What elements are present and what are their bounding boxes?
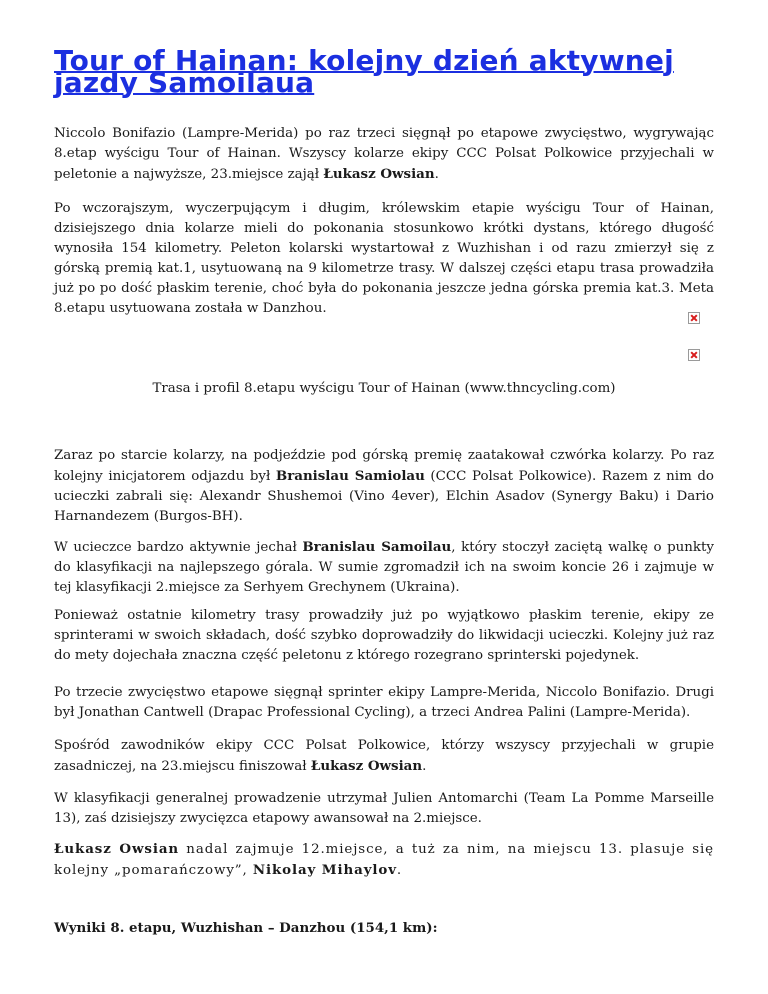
image-caption: Trasa i profil 8.etapu wyścigu Tour of Hainan (www.thncycling.com) bbox=[152, 381, 616, 396]
standings-text: nadal zajmuje 12.miejsce, a tuż za nim, na miejscu 13. plasuje się kolejny „pomarańczowy”, bbox=[54, 842, 714, 878]
rider-name: Branislau Samiolau bbox=[275, 468, 425, 484]
paragraph-breakaway bbox=[54, 446, 714, 527]
results-heading: Wyniki 8. etapu, Wuzhishan – Danzhou (154,1 km): bbox=[54, 920, 438, 936]
team-result-end: . bbox=[422, 759, 427, 774]
intro-text: Niccolo Bonifazio (Lampre-Merida) po raz trzeci sięgnął po etapowe zwycięstwo, wygrywając 8.etap wyścigu Tour of Hainan. Wszyscy kolarze ekipy CCC Polsat Polkowice przyjechali w peletonie a najwyższe, 23.miejsce zajął bbox=[54, 126, 714, 182]
paragraph-team-result bbox=[54, 736, 714, 777]
mountain-text-end: , który stoczył zaciętą walkę o punkty do klasyfikacji na najlepszego górala. W sumie zgromadził ich na swoim koncie 26 i zajmuje w tej klasyfikacji 2.miejsce za Serhyem Grechynem (Ukraina). bbox=[54, 540, 714, 595]
paragraph-sprint-finish: Ponieważ ostatnie kilometry trasy prowadziły już po wyjątkowo płaskim terenie, ekipy ze sprinterami w swoich składach, dość szybko doprowadziły do likwidacji ucieczki. Kolejny już raz do mety dojechała znaczna część peletonu z którego rozegrano sprinterski pojedynek. bbox=[54, 608, 714, 663]
team-result-text: Spośród zawodników ekipy CCC Polsat Polkowice, którzy wszyscy przyjechali w grupie zasadniczej, na 23.miejscu finiszował bbox=[54, 738, 714, 774]
article-title-link[interactable]: Tour of Hainan: kolejny dzień aktywnej jazdy Samoilaua bbox=[54, 44, 674, 99]
article-title bbox=[54, 44, 714, 99]
paragraph-intro bbox=[54, 124, 714, 185]
paragraph-stage-description: Po wczorajszym, wyczerpującym i długim, królewskim etapie wyścigu Tour of Hainan, dzisiejszego dnia kolarze mieli do pokonania stosunkowo krótki dystans, którego długość wynosiła 154 kilometry. Peleton kolarski wystartował z Wuzhishan i od razu zmierzył się z górską premią kat.1, usytuowaną na 9 kilometrze trasy. W dalszej części etapu trasa prowadziła już po po dość płaskim terenie, choć była do pokonania jeszcze jedna górska premia kat.3. Meta 8.etapu usytuowana została w Danzhou. bbox=[54, 201, 714, 316]
rider-name: Łukasz Owsian bbox=[323, 166, 435, 182]
paragraph-stage-winner: Po trzecie zwycięstwo etapowe sięgnął sprinter ekipy Lampre-Merida, Niccolo Bonifazio. Drugi był Jonathan Cantwell (Drapac Professional Cycling), a trzeci Andrea Palini (Lampre-Merida). bbox=[54, 685, 714, 720]
paragraph-standings bbox=[54, 839, 714, 881]
rider-name: Łukasz Owsian bbox=[54, 841, 180, 857]
standings-end: . bbox=[396, 863, 403, 878]
rider-name: Łukasz Owsian bbox=[310, 758, 423, 774]
rider-name: Nikolay Mihaylov bbox=[252, 862, 397, 878]
rider-name: Branislau Samoilau bbox=[302, 539, 452, 555]
mountain-text-start: W ucieczce bardzo aktywnie jechał bbox=[54, 540, 303, 555]
intro-end: . bbox=[434, 167, 439, 182]
broken-image-icon[interactable] bbox=[688, 312, 700, 324]
breakaway-text-end: (CCC Polsat Polkowice). Razem z nim do ucieczki zabrali się: Alexandr Shushemoi (Vino 4ever), Elchin Asadov (Synergy Baku) i Dario Harnandezem (Burgos-BH). bbox=[54, 469, 714, 524]
paragraph-general-classification: W klasyfikacji generalnej prowadzenie utrzymał Julien Antomarchi (Team La Pomme Marseille 13), zaś dzisiejszy zwycięzca etapowy awansował na 2.miejsce. bbox=[54, 791, 714, 826]
broken-image-icon[interactable] bbox=[688, 349, 700, 361]
breakaway-text-start: Zaraz po starcie kolarzy, na podjeździe pod górską premię zaatakował czwórka kolarzy. Po raz kolejny inicjatorem odjazdu był bbox=[54, 448, 714, 484]
paragraph-mountain-points bbox=[54, 537, 714, 598]
